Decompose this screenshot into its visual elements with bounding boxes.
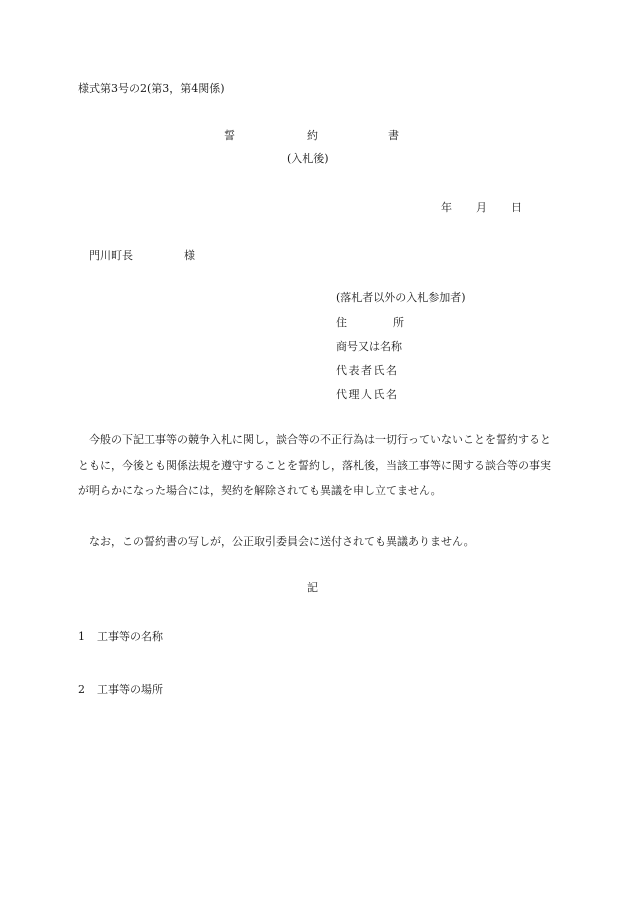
form-number: 様式第3号の2(第3，第4関係) — [78, 82, 225, 95]
item-2-label: 工事等の場所 — [97, 683, 163, 696]
date-month: 月 — [476, 201, 487, 214]
date-day: 日 — [511, 201, 522, 214]
ki-heading: 記 — [307, 581, 318, 594]
item-2-number: 2 — [78, 683, 85, 696]
title-char-3: 書 — [388, 129, 399, 142]
title-subtitle: (入札後) — [287, 152, 329, 165]
title-char-2: 約 — [307, 129, 318, 142]
date-year: 年 — [441, 201, 452, 214]
body-paragraph-1: 今般の下記工事等の競争入札に関し，談合等の不正行為は一切行っていないことを誓約するとともに，今後とも関係法規を遵守することを誓約し，落札後，当該工事等に関する談合等の事実が明らかになった場合には，契約を解除されても異議を申し立てません。 — [78, 433, 551, 497]
title-char-1: 誓 — [224, 129, 235, 142]
address-label-2: 所 — [393, 316, 404, 329]
item-1-number: 1 — [78, 630, 85, 643]
addressee-honorific: 様 — [184, 249, 195, 262]
addressee-name: 門川町長 — [89, 249, 133, 262]
company-label: 商号又は名称 — [336, 340, 402, 353]
agent-label: 代理人氏名 — [336, 388, 399, 401]
bidder-heading: (落札者以外の入札参加者) — [336, 291, 466, 304]
representative-label: 代表者氏名 — [336, 364, 399, 377]
address-label-1: 住 — [336, 316, 347, 329]
body-paragraph-2: なお，この誓約書の写しが，公正取引委員会に送付されても異議ありません。 — [89, 535, 475, 548]
item-1-label: 工事等の名称 — [97, 630, 163, 643]
